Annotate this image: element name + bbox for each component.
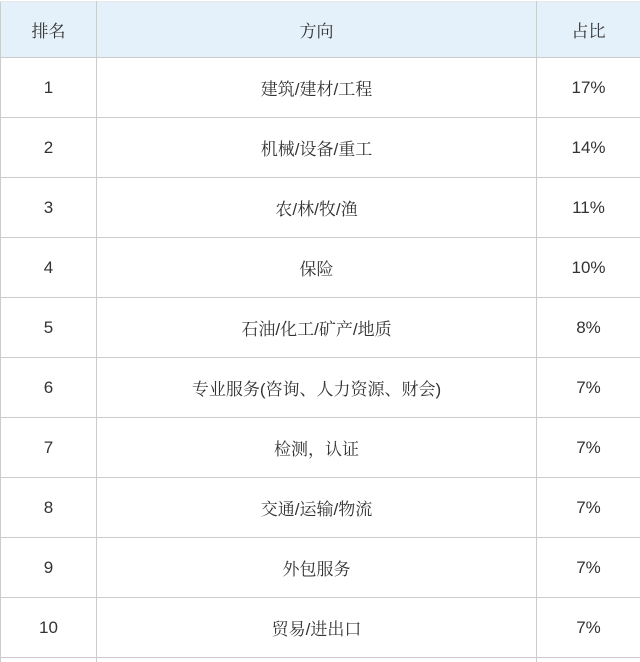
table-header xyxy=(1,2,640,58)
percent-cell: 7% xyxy=(537,538,640,598)
percent-cell: 10% xyxy=(537,238,640,298)
percent-cell: 11% xyxy=(537,178,640,238)
percent-cell: 8% xyxy=(537,298,640,358)
table-row xyxy=(1,598,640,658)
percent-cell: 7% xyxy=(537,418,640,478)
header-cell-rank: 排名 xyxy=(1,2,97,58)
cut-off-row xyxy=(1,658,640,662)
table-row xyxy=(1,478,640,538)
direction-cell: 建筑/建材/工程 xyxy=(97,58,537,118)
rank-cell: 6 xyxy=(1,358,97,418)
rank-cell: 3 xyxy=(1,178,97,238)
header-row xyxy=(1,2,640,58)
table-row xyxy=(1,238,640,298)
direction-cell: 检测，认证 xyxy=(97,418,537,478)
percent-cell: 14% xyxy=(537,118,640,178)
rank-cell: 7 xyxy=(1,418,97,478)
table-row xyxy=(1,298,640,358)
table-row xyxy=(1,58,640,118)
table-row xyxy=(1,538,640,598)
percent-cell: 7% xyxy=(537,598,640,658)
rank-cell: 9 xyxy=(1,538,97,598)
rank-cell: 10 xyxy=(1,598,97,658)
percent-cell: 7% xyxy=(537,478,640,538)
direction-cell: 专业服务(咨询、人力资源、财会) xyxy=(97,358,537,418)
direction-cell: 石油/化工/矿产/地质 xyxy=(97,298,537,358)
percent-cell xyxy=(537,658,640,662)
direction-cell: 机械/设备/重工 xyxy=(97,118,537,178)
direction-cell: 贸易/进出口 xyxy=(97,598,537,658)
direction-cell: 保险 xyxy=(97,238,537,298)
table-body xyxy=(1,58,640,662)
rank-cell: 1 xyxy=(1,58,97,118)
rank-cell xyxy=(1,658,97,662)
table-row xyxy=(1,358,640,418)
direction-cell: 农/林/牧/渔 xyxy=(97,178,537,238)
percent-cell: 17% xyxy=(537,58,640,118)
direction-cell xyxy=(97,658,537,662)
table-row xyxy=(1,118,640,178)
rank-cell: 4 xyxy=(1,238,97,298)
ranking-table xyxy=(0,1,640,662)
direction-cell: 交通/运输/物流 xyxy=(97,478,537,538)
rank-cell: 2 xyxy=(1,118,97,178)
header-cell-direction: 方向 xyxy=(97,2,537,58)
percent-cell: 7% xyxy=(537,358,640,418)
direction-cell: 外包服务 xyxy=(97,538,537,598)
rank-cell: 5 xyxy=(1,298,97,358)
rank-cell: 8 xyxy=(1,478,97,538)
header-cell-percent: 占比 xyxy=(537,2,640,58)
table-row xyxy=(1,418,640,478)
table-row xyxy=(1,178,640,238)
